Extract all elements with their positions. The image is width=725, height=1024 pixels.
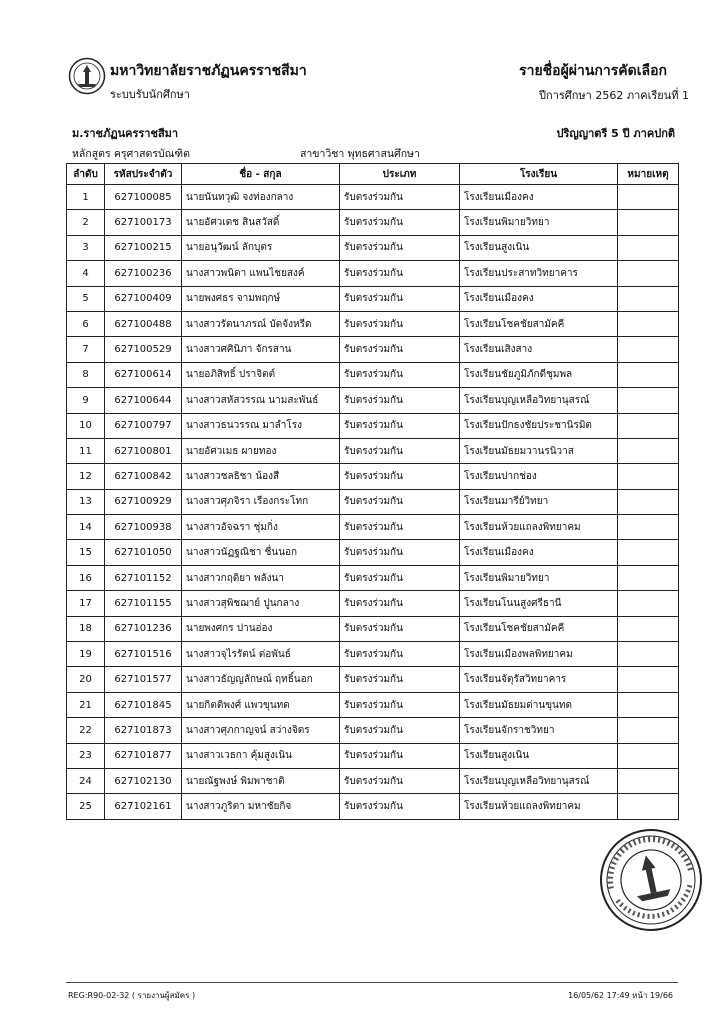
row-note: [618, 718, 679, 743]
row-student-id: 627100614: [105, 362, 182, 387]
table-row: [67, 311, 679, 336]
report-code: REG:R90-02-32 ( รายงานผู้สมัคร ): [68, 991, 196, 1000]
row-note: [618, 692, 679, 717]
row-school: โรงเรียนมัธยมด่านขุนทด: [460, 692, 618, 717]
row-student-id: 627101155: [105, 591, 182, 616]
row-school: โรงเรียนเมืองคง: [460, 540, 618, 565]
row-student-id: 627100236: [105, 261, 182, 286]
row-type: รับตรงร่วมกัน: [340, 464, 460, 489]
row-student-id: 627100644: [105, 388, 182, 413]
row-student-id: 627102161: [105, 794, 182, 819]
row-school: โรงเรียนจักราชวิทยา: [460, 718, 618, 743]
row-type: รับตรงร่วมกัน: [340, 540, 460, 565]
table-row: [67, 515, 679, 540]
table-row: [67, 185, 679, 210]
row-order: 17: [67, 591, 105, 616]
row-note: [618, 261, 679, 286]
row-student-id: 627102130: [105, 768, 182, 793]
header-type: ประเภท: [340, 164, 460, 185]
row-order: 21: [67, 692, 105, 717]
row-name: นางสาวสหัสวรรณ นามสะพันธ์: [182, 388, 340, 413]
row-order: 24: [67, 768, 105, 793]
row-note: [618, 464, 679, 489]
curriculum-label: หลักสูตร ครุศาสตรบัณฑิต: [72, 148, 190, 160]
row-name: นางสาวธัญญลักษณ์ ฤทธิ์นอก: [182, 667, 340, 692]
row-type: รับตรงร่วมกัน: [340, 718, 460, 743]
row-type: รับตรงร่วมกัน: [340, 489, 460, 514]
header-student-id: รหัสประจำตัว: [105, 164, 182, 185]
row-name: นายพงศธร จามพฤกษ์: [182, 286, 340, 311]
row-type: รับตรงร่วมกัน: [340, 337, 460, 362]
row-name: นางสาวภูริตา มหาชัยกิจ: [182, 794, 340, 819]
row-student-id: 627100938: [105, 515, 182, 540]
row-order: 3: [67, 235, 105, 260]
table-row: [67, 413, 679, 438]
row-student-id: 627100929: [105, 489, 182, 514]
row-school: โรงเรียนบุญเหลือวิทยานุสรณ์: [460, 768, 618, 793]
row-student-id: 627100797: [105, 413, 182, 438]
campus-label: ม.ราชภัฏนครราชสีมา: [72, 127, 179, 140]
row-type: รับตรงร่วมกัน: [340, 388, 460, 413]
row-type: รับตรงร่วมกัน: [340, 667, 460, 692]
row-order: 19: [67, 642, 105, 667]
header-school: โรงเรียน: [460, 164, 618, 185]
university-name: มหาวิทยาลัยราชภัฏนครราชสีมา: [110, 63, 307, 79]
table-row: [67, 464, 679, 489]
row-type: รับตรงร่วมกัน: [340, 692, 460, 717]
row-order: 1: [67, 185, 105, 210]
row-student-id: 627100085: [105, 185, 182, 210]
row-order: 10: [67, 413, 105, 438]
row-type: รับตรงร่วมกัน: [340, 616, 460, 641]
row-school: โรงเรียนโชคชัยสามัคคี: [460, 311, 618, 336]
row-order: 13: [67, 489, 105, 514]
row-note: [618, 210, 679, 235]
footer-divider: [66, 982, 678, 983]
table-row: [67, 692, 679, 717]
row-note: [618, 388, 679, 413]
row-type: รับตรงร่วมกัน: [340, 362, 460, 387]
row-order: 9: [67, 388, 105, 413]
row-note: [618, 489, 679, 514]
row-type: รับตรงร่วมกัน: [340, 413, 460, 438]
document-title: รายชื่อผู้ผ่านการคัดเลือก: [519, 63, 667, 79]
row-type: รับตรงร่วมกัน: [340, 311, 460, 336]
table-row: [67, 235, 679, 260]
table-row: [67, 438, 679, 463]
row-school: โรงเรียนห้วยแถลงพิทยาคม: [460, 515, 618, 540]
table-row: [67, 667, 679, 692]
row-school: โรงเรียนมารีย์วิทยา: [460, 489, 618, 514]
row-school: โรงเรียนประสาทวิทยาคาร: [460, 261, 618, 286]
row-school: โรงเรียนจัตุรัสวิทยาคาร: [460, 667, 618, 692]
row-name: นางสาวกฤติยา พลังนา: [182, 565, 340, 590]
row-note: [618, 362, 679, 387]
row-type: รับตรงร่วมกัน: [340, 185, 460, 210]
row-note: [618, 667, 679, 692]
row-student-id: 627101516: [105, 642, 182, 667]
row-school: โรงเรียนเมืองพลพิทยาคม: [460, 642, 618, 667]
table-row: [67, 718, 679, 743]
row-student-id: 627101873: [105, 718, 182, 743]
row-order: 25: [67, 794, 105, 819]
row-name: นายนันทวุฒิ จงท่องกลาง: [182, 185, 340, 210]
row-student-id: 627100409: [105, 286, 182, 311]
row-student-id: 627101050: [105, 540, 182, 565]
row-note: [618, 235, 679, 260]
table-row: [67, 540, 679, 565]
row-note: [618, 540, 679, 565]
row-student-id: 627101845: [105, 692, 182, 717]
table-row: [67, 616, 679, 641]
row-type: รับตรงร่วมกัน: [340, 565, 460, 590]
row-name: นางสาวอัจฉรา ชุ่มกิ่ง: [182, 515, 340, 540]
row-name: นางสาวศศินิภา จักรสาน: [182, 337, 340, 362]
row-note: [618, 768, 679, 793]
table-row: [67, 388, 679, 413]
row-name: นางสาวธนวรรณ มาลำโรง: [182, 413, 340, 438]
row-name: นายพงศกร ปานอ่อง: [182, 616, 340, 641]
row-type: รับตรงร่วมกัน: [340, 768, 460, 793]
academic-year: ปีการศึกษา 2562 ภาคเรียนที่ 1: [539, 89, 689, 102]
row-type: รับตรงร่วมกัน: [340, 261, 460, 286]
row-note: [618, 591, 679, 616]
row-note: [618, 743, 679, 768]
row-note: [618, 565, 679, 590]
row-student-id: 627101577: [105, 667, 182, 692]
row-name: นางสาวสุพิชฌาย์ ปูนกลาง: [182, 591, 340, 616]
header-note: หมายเหตุ: [618, 164, 679, 185]
table-row: [67, 591, 679, 616]
row-student-id: 627100488: [105, 311, 182, 336]
row-name: นายอัศวเมธ ผายทอง: [182, 438, 340, 463]
row-name: นางสาวศุภจิรา เรืองกระโทก: [182, 489, 340, 514]
row-type: รับตรงร่วมกัน: [340, 794, 460, 819]
row-name: นายอภิสิทธิ์ ปราจิตต์: [182, 362, 340, 387]
row-name: นางสาวรัตนาภรณ์ บัดจังหรีด: [182, 311, 340, 336]
row-school: โรงเรียนเสิงสาง: [460, 337, 618, 362]
row-school: โรงเรียนโนนสูงศรีธานี: [460, 591, 618, 616]
row-name: นายอนุวัฒน์ ลักบุตร: [182, 235, 340, 260]
row-order: 22: [67, 718, 105, 743]
header-order: ลำดับ: [67, 164, 105, 185]
row-order: 7: [67, 337, 105, 362]
row-school: โรงเรียนพิมายวิทยา: [460, 210, 618, 235]
row-order: 11: [67, 438, 105, 463]
row-student-id: 627100842: [105, 464, 182, 489]
row-school: โรงเรียนโชคชัยสามัคคี: [460, 616, 618, 641]
row-order: 20: [67, 667, 105, 692]
table-row: [67, 743, 679, 768]
row-note: [618, 286, 679, 311]
row-order: 6: [67, 311, 105, 336]
row-school: โรงเรียนบุญเหลือวิทยานุสรณ์: [460, 388, 618, 413]
row-note: [618, 311, 679, 336]
row-name: นายกิตติพงศ์ แพวขุนทด: [182, 692, 340, 717]
row-order: 14: [67, 515, 105, 540]
row-school: โรงเรียนมัธยมวานรนิวาส: [460, 438, 618, 463]
row-student-id: 627100215: [105, 235, 182, 260]
row-school: โรงเรียนเมืองคง: [460, 286, 618, 311]
row-note: [618, 438, 679, 463]
row-school: โรงเรียนชัยภูมิภักดีชุมพล: [460, 362, 618, 387]
row-note: [618, 642, 679, 667]
row-note: [618, 616, 679, 641]
table-row: [67, 768, 679, 793]
row-student-id: 627100801: [105, 438, 182, 463]
row-order: 12: [67, 464, 105, 489]
row-order: 16: [67, 565, 105, 590]
row-order: 18: [67, 616, 105, 641]
row-name: นายอัศวเดช สินสวัสดิ์: [182, 210, 340, 235]
row-note: [618, 185, 679, 210]
table-row: [67, 210, 679, 235]
row-type: รับตรงร่วมกัน: [340, 235, 460, 260]
table-row: [67, 286, 679, 311]
print-date-page: 16/05/62 17:49 หน้า 19/66: [568, 991, 673, 1000]
row-order: 5: [67, 286, 105, 311]
row-student-id: 627101236: [105, 616, 182, 641]
system-name: ระบบรับนักศึกษา: [110, 88, 190, 101]
table-row: [67, 261, 679, 286]
row-type: รับตรงร่วมกัน: [340, 743, 460, 768]
row-type: รับตรงร่วมกัน: [340, 286, 460, 311]
row-note: [618, 794, 679, 819]
row-order: 4: [67, 261, 105, 286]
row-type: รับตรงร่วมกัน: [340, 438, 460, 463]
official-seal-stamp: [596, 825, 706, 935]
row-name: นางสาวจุไรรัตน์ ต่อพันธ์: [182, 642, 340, 667]
row-name: นางสาวพนิดา แพนไชยสงค์: [182, 261, 340, 286]
table-row: [67, 642, 679, 667]
row-student-id: 627100173: [105, 210, 182, 235]
applicant-table: [66, 163, 679, 820]
row-name: นางสาวเวธกา คุ้มสูงเนิน: [182, 743, 340, 768]
university-logo: [68, 57, 106, 95]
row-school: โรงเรียนพิมายวิทยา: [460, 565, 618, 590]
row-student-id: 627101877: [105, 743, 182, 768]
major-label: สาขาวิชา พุทธศาสนศึกษา: [300, 148, 420, 160]
row-school: โรงเรียนห้วยแถลงพิทยาคม: [460, 794, 618, 819]
row-school: โรงเรียนสูงเนิน: [460, 743, 618, 768]
row-school: โรงเรียนสูงเนิน: [460, 235, 618, 260]
row-student-id: 627100529: [105, 337, 182, 362]
row-type: รับตรงร่วมกัน: [340, 591, 460, 616]
row-order: 8: [67, 362, 105, 387]
row-order: 15: [67, 540, 105, 565]
row-name: นางสาวชลธิชา น้องสี: [182, 464, 340, 489]
table-row: [67, 337, 679, 362]
row-type: รับตรงร่วมกัน: [340, 210, 460, 235]
row-order: 2: [67, 210, 105, 235]
row-school: โรงเรียนเมืองคง: [460, 185, 618, 210]
table-row: [67, 362, 679, 387]
row-student-id: 627101152: [105, 565, 182, 590]
row-type: รับตรงร่วมกัน: [340, 515, 460, 540]
row-order: 23: [67, 743, 105, 768]
row-name: นายณัฐพงษ์ พิมพาชาติ: [182, 768, 340, 793]
row-note: [618, 413, 679, 438]
table-row: [67, 489, 679, 514]
table-row: [67, 794, 679, 819]
row-name: นางสาวศุภกาญจน์ สว่างจิตร: [182, 718, 340, 743]
table-body: [67, 185, 679, 820]
row-school: โรงเรียนปักธงชัยประชานิรมิต: [460, 413, 618, 438]
row-note: [618, 337, 679, 362]
row-type: รับตรงร่วมกัน: [340, 642, 460, 667]
table-row: [67, 565, 679, 590]
row-school: โรงเรียนปากช่อง: [460, 464, 618, 489]
row-name: นางสาวนัฏฐณิชา ชื่นนอก: [182, 540, 340, 565]
row-note: [618, 515, 679, 540]
header-name: ชื่อ - สกุล: [182, 164, 340, 185]
degree-label: ปริญญาตรี 5 ปี ภาคปกติ: [556, 127, 675, 140]
table-header-row: [67, 164, 679, 185]
